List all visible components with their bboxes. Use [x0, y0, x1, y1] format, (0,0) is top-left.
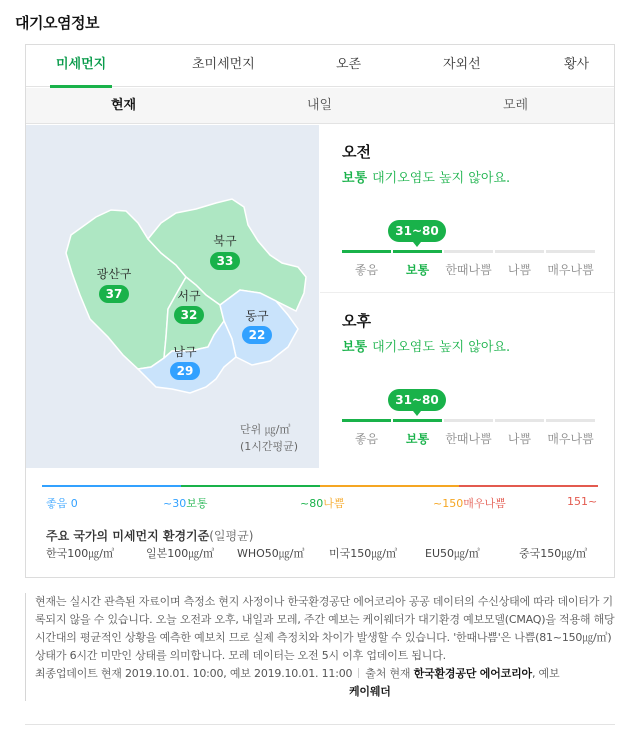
level-good: 좋음 — [342, 250, 391, 278]
scale-label-bad — [300, 495, 344, 511]
district-label-seo: 서구 — [177, 289, 201, 303]
forecast-range-badge: 31~80 — [388, 220, 446, 242]
standard-eu: EU50㎍/㎥ — [425, 547, 480, 560]
level-normal: 보통 — [393, 250, 442, 278]
tab-tomorrow[interactable]: 내일 — [307, 98, 333, 113]
data-notes — [25, 593, 615, 701]
source-link-airkorea[interactable]: 한국환경공단 에어코리아 — [413, 667, 532, 680]
level-bad: 나쁨 — [495, 250, 544, 278]
tab-ozone[interactable]: 오존 — [336, 57, 362, 72]
scale-label-max: 151~ — [567, 495, 598, 508]
unit-average: (1시간평균) — [240, 440, 299, 453]
scale-vbad-start: ~150 — [433, 497, 464, 510]
tab-ultrafine-dust[interactable]: 초미세먼지 — [192, 57, 255, 72]
unit-label: 단위 ㎍/㎥ — [240, 423, 291, 436]
day-tabs — [26, 88, 614, 124]
level-very-bad: 매우나쁨 — [546, 250, 595, 278]
forecast-status — [342, 336, 510, 355]
district-value-dong: 22 — [248, 328, 266, 342]
scale-label-very-bad — [433, 495, 506, 511]
forecast-message: 대기오염도 높지 않아요. — [372, 171, 511, 186]
standard-who: WHO50㎍/㎥ — [237, 547, 305, 560]
scale-label-normal — [163, 495, 207, 511]
tab-day-after[interactable]: 모레 — [503, 98, 529, 113]
scale-segment-good — [42, 485, 181, 487]
unit-note — [240, 421, 298, 455]
standards-title — [46, 527, 253, 544]
source-mid: , 예보 — [531, 667, 560, 680]
scale-normal-start: ~30 — [163, 497, 187, 510]
district-value-nam: 29 — [176, 364, 194, 378]
scale-segment-normal — [181, 485, 320, 487]
scale-vbad-text: 매우나쁨 — [463, 497, 506, 510]
scale-label-good: 좋음 0 — [46, 497, 78, 510]
forecast-time: 오전 — [342, 143, 371, 161]
level-very-bad: 매우나쁨 — [546, 419, 595, 447]
notes-body: 현재는 실시간 관측된 자료이며 측정소 현지 사정이나 한국환경공단 에어코리아 공공 데이터의 수신상태에 따라 데이터가 기록되지 않을 수 있습니다. 오늘 오전과 오후, 내일과 모레, 주간 예보는 케이웨더가 대기환경 예보모델(CMAQ)을 적용해 해당 시간대의 평균적인 상황을 예측한 예보치 므로 실제 측정치와 차이가 발생할 수 있습니다. '한때나쁨'은 나쁨(81~150㎍/㎥)상태가 6시간 미만인 상태를 의미합니다. 모레 데이터는 오전 5시 이후 업데이트 됩니다. — [35, 595, 615, 662]
level-bad: 나쁨 — [495, 419, 544, 447]
forecast-status — [342, 167, 510, 186]
scale-bad-start: ~80 — [300, 497, 324, 510]
level-temp-bad: 한때나쁨 — [444, 250, 493, 278]
forecast-grade: 보통 — [342, 171, 368, 186]
district-map — [26, 125, 319, 468]
standard-usa: 미국150㎍/㎥ — [329, 547, 397, 560]
scale-segment-bad — [320, 485, 459, 487]
forecast-grade: 보통 — [342, 340, 368, 355]
forecast-time: 오후 — [342, 312, 371, 330]
tab-uv[interactable]: 자외선 — [443, 57, 481, 72]
standard-china: 중국150㎍/㎥ — [519, 547, 587, 560]
tab-now[interactable]: 현재 — [111, 98, 137, 113]
district-map-svg — [26, 125, 319, 468]
district-label-dong: 동구 — [245, 309, 269, 323]
level-temp-bad: 한때나쁨 — [444, 419, 493, 447]
separator — [358, 668, 359, 678]
source-link-kweather[interactable]: 케이웨더 — [349, 685, 391, 698]
level-normal: 보통 — [393, 419, 442, 447]
forecast-am — [320, 125, 614, 293]
forecast-range-badge: 31~80 — [388, 389, 446, 411]
standards-title-text: 주요 국가의 미세먼지 환경기준 — [46, 529, 210, 543]
tab-fine-dust[interactable]: 미세먼지 — [56, 45, 106, 87]
district-label-gwangsan: 광산구 — [96, 267, 132, 281]
update-time: 최종업데이트 현재 2019.10.01. 10:00, 예보 2019.10.01. 11:00 — [35, 667, 353, 680]
forecast-pm — [320, 294, 614, 468]
district-value-seo: 32 — [180, 308, 198, 322]
district-label-buk: 북구 — [213, 234, 237, 248]
scale-normal-text: 보통 — [186, 497, 208, 510]
level-good: 좋음 — [342, 419, 391, 447]
district-value-gwangsan: 37 — [105, 287, 123, 301]
tab-yellow-dust[interactable]: 황사 — [564, 57, 590, 72]
standard-korea: 한국100㎍/㎥ — [46, 547, 114, 560]
district-label-nam: 남구 — [173, 345, 197, 359]
page-title: 대기오염정보 — [15, 14, 99, 32]
pollutant-tabs — [26, 45, 614, 87]
air-pollution-panel — [25, 44, 615, 578]
grade-scale — [42, 485, 598, 515]
divider — [25, 724, 615, 725]
district-value-buk: 33 — [216, 254, 234, 268]
standards-title-note: (일평균) — [209, 529, 254, 543]
update-line — [35, 665, 615, 683]
scale-segment-very-bad — [459, 485, 598, 487]
forecast-message: 대기오염도 높지 않아요. — [372, 340, 511, 355]
scale-bad-text: 나쁨 — [323, 497, 345, 510]
standard-japan: 일본100㎍/㎥ — [146, 547, 214, 560]
source-label: 출처 현재 — [365, 667, 411, 680]
